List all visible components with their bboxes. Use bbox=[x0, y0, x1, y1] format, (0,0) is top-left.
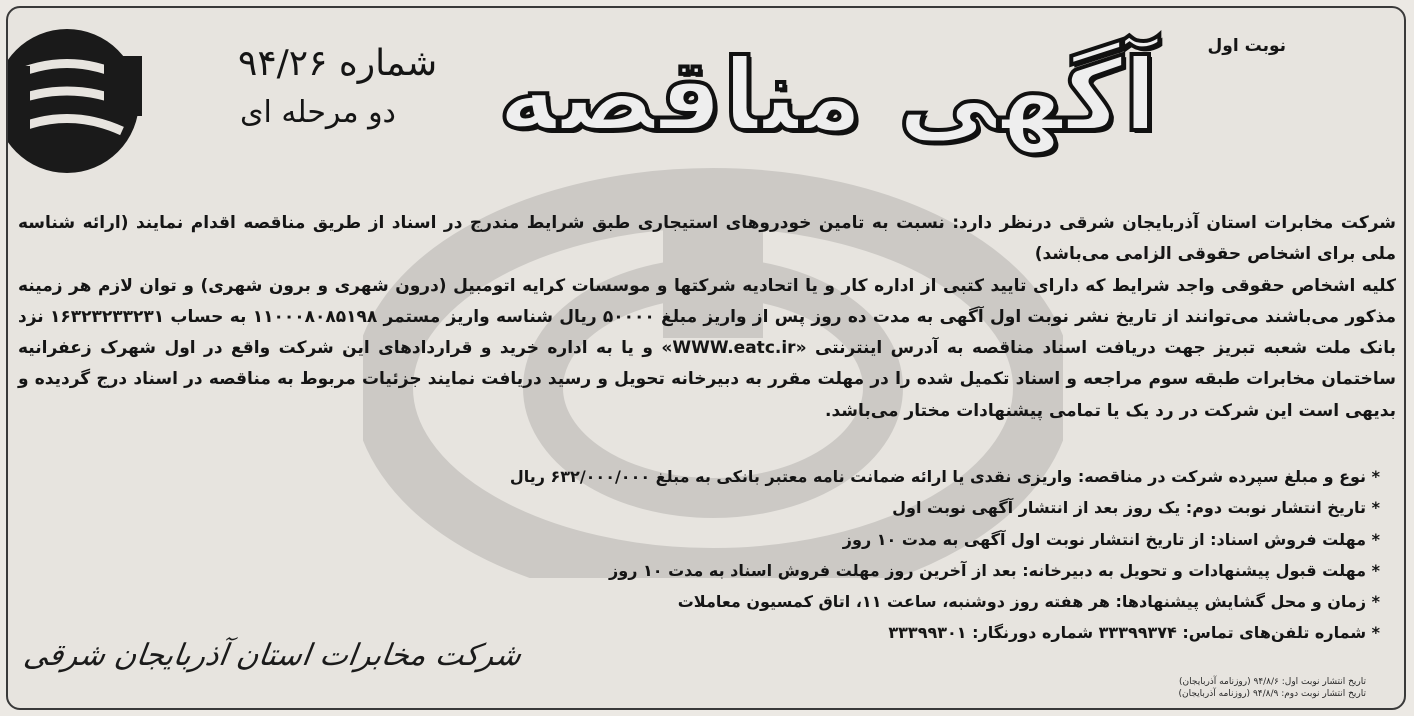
details-list bbox=[380, 461, 1380, 649]
body-paragraph: شرکت مخابرات استان آذربایجان شرقی درنظر دارد: نسبت به تامین خودروهای استیجاری طبق شرایط مندرج در اسناد از طریق مناقصه اقدام نمایند (ارائه شناسه ملی برای اشخاص حقوقی الزامی می‌باشد) bbox=[18, 213, 1396, 265]
detail-item: * زمان و محل گشایش پیشنهادها: هر هفته روز دوشنبه، ساعت ۱۱، اتاق کمسیون معاملات bbox=[380, 586, 1380, 617]
tender-number: شماره ۹۴/۲۶ bbox=[238, 43, 438, 84]
detail-item: * شماره تلفن‌های تماس: ۳۳۳۹۹۳۷۴ شماره دورنگار: ۳۳۳۹۹۳۰۱ bbox=[380, 617, 1380, 648]
body-paragraph: کلیه اشخاص حقوقی واجد شرایط که دارای تایید کتبی از اداره کار و یا اتحادیه شرکتها و موسسات کرایه اتومبیل (درون شهری و برون شهری) و توان لازم هر زمینه مذکور می‌باشند می‌توانند از تاریخ نشر نوبت اول آگهی به مدت ده روز پس از واریز مبلغ ۵۰۰۰۰ ریال شناسه واریز مستمر ۱۱۰۰۰۸۰۸۵۱۹۸ به حساب ۱۶۳۲۳۲۳۳۲۳۱ نزد بانک ملت شعبه تبریز جهت دریافت اسناد مناقصه به آدرس اینترنتی «WWW.eatc.ir» و یا به اداره خرید و قراردادهای این شرکت واقع در اول شهرک زعفرانیه ساختمان مخابرات طبقه سوم مراجعه و اسناد تکمیل شده را در مهلت مقرر به دبیرخانه تحویل و رسید دریافت نمایند جزئیات مربوط به مناقصه در اسناد درج گردیده و بدیهی است این شرکت در رد یک یا تمامی پیشنهادات مختار می‌باشد. bbox=[18, 275, 1397, 421]
detail-item: * نوع و مبلغ سپرده شرکت در مناقصه: واریزی نقدی یا ارائه ضمانت نامه معتبر بانکی به مبلغ ۶۳۲/۰۰۰/۰۰۰ ریال bbox=[380, 461, 1380, 492]
second-publication-date: تاریخ انتشار نوبت دوم: ۹۴/۸/۹ (روزنامه آذربایجان) bbox=[1178, 689, 1366, 699]
notice-body bbox=[18, 208, 1396, 427]
tender-stage: دو مرحله ای bbox=[240, 95, 396, 130]
tender-notice bbox=[6, 6, 1406, 710]
detail-item: * مهلت فروش اسناد: از تاریخ انتشار نوبت اول آگهی به مدت ۱۰ روز bbox=[380, 524, 1380, 555]
publication-dates bbox=[1066, 676, 1366, 700]
first-publication-date: تاریخ انتشار نوبت اول: ۹۴/۸/۶ (روزنامه آذربایجان) bbox=[1179, 677, 1366, 687]
notice-title: آگهی مناقصه bbox=[498, 37, 1158, 154]
edition-label: نوبت اول bbox=[1207, 36, 1286, 56]
telecom-logo-icon bbox=[6, 26, 142, 176]
detail-item: * مهلت قبول پیشنهادات و تحویل به دبیرخانه: بعد از آخرین روز مهلت فروش اسناد به مدت ۱۰ روز bbox=[380, 555, 1380, 586]
company-signature: شرکت مخابرات استان آذربایجان شرقی bbox=[21, 638, 524, 673]
detail-item: * تاریخ انتشار نوبت دوم: یک روز بعد از انتشار آگهی نوبت اول bbox=[380, 492, 1380, 523]
